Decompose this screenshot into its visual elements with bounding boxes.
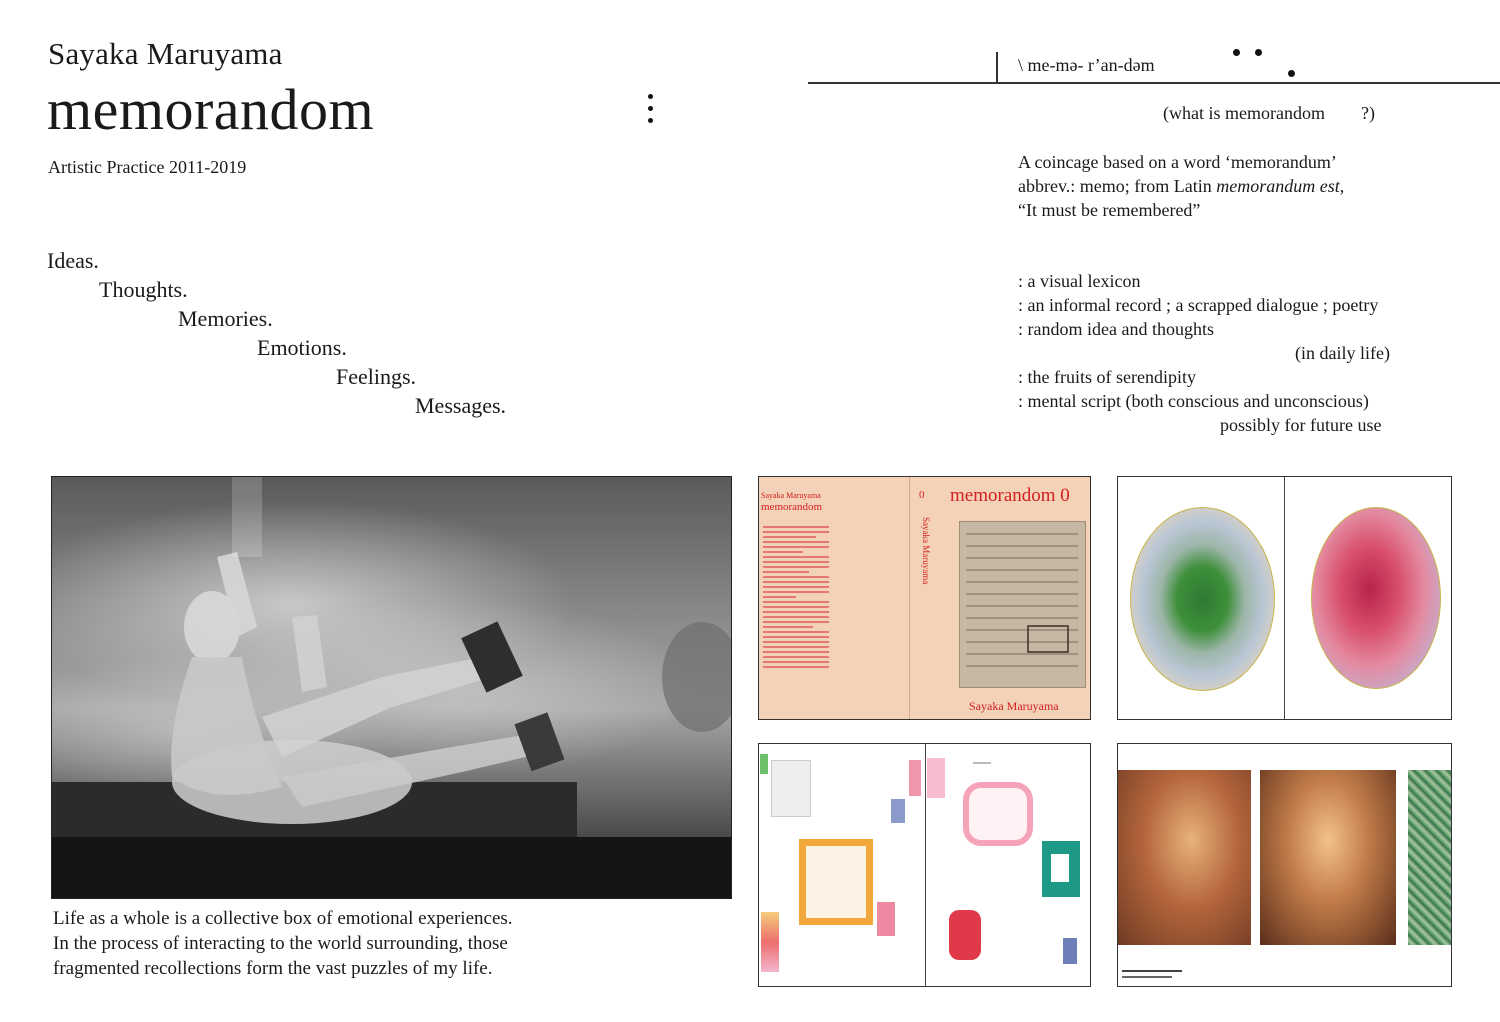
photo-pattern	[1408, 770, 1451, 945]
author-name: Sayaka Maruyama	[48, 36, 283, 71]
definition-item: : a visual lexicon	[1018, 271, 1141, 291]
vertical-dots-icon	[648, 94, 654, 130]
dot-icon	[1233, 49, 1240, 56]
dot-icon	[1255, 49, 1262, 56]
spread-prints-thumbnail	[758, 743, 1091, 987]
cascade-word-feelings: Feelings.	[336, 364, 417, 389]
book-back	[759, 477, 832, 719]
definition-intro-3: “It must be remembered”	[1018, 200, 1201, 220]
definition-item: : random idea and thoughts	[1018, 319, 1214, 339]
subtitle: Artistic Practice 2011-2019	[48, 157, 247, 177]
cover-author: Sayaka Maruyama	[969, 699, 1059, 713]
spread-ovals-thumbnail	[1117, 476, 1452, 720]
cover-image	[959, 521, 1086, 688]
page-title: memorandom	[47, 77, 375, 142]
book-cover-thumbnail	[758, 476, 1091, 720]
cascade-word-memories: Memories.	[178, 306, 273, 331]
definition-item: : the fruits of serendipity	[1018, 367, 1196, 387]
definition-daily-life: (in daily life)	[1295, 343, 1390, 363]
pronunciation: \ me-mə- r’an-dəm	[1018, 55, 1155, 75]
spread-photos-thumbnail	[1117, 743, 1452, 987]
definition-intro-2: abbrev.: memo; from Latin memorandum est,	[1018, 176, 1345, 196]
definition-question: (what is memorandom ?)	[1163, 103, 1375, 123]
definition-intro-1: A coincage based on a word ‘memorandum’	[1018, 152, 1337, 172]
cascade-word-messages: Messages.	[415, 393, 507, 418]
spine-number: 0	[919, 489, 925, 501]
header-tick	[996, 52, 998, 83]
oval-image-pink	[1311, 507, 1441, 689]
cover-title: memorandom 0	[950, 485, 1070, 506]
dot-icon	[1288, 70, 1295, 77]
spine-author: Sayaka Maruyama	[921, 517, 931, 585]
photo-figure-2	[1260, 770, 1396, 945]
back-author: Sayaka Maruyama	[761, 491, 821, 500]
header-rule	[808, 82, 1500, 84]
oval-image-green	[1130, 507, 1275, 691]
cascade-word-thoughts: Thoughts.	[99, 277, 188, 302]
cascade-word-emotions: Emotions.	[257, 335, 347, 360]
photo-caption: Life as a whole is a collective box of emotional experiences. In the process of interacting to the world surrounding, those fragmented recollections form the vast puzzles of my life.	[53, 908, 513, 979]
definition-item: : mental script (both conscious and unconscious)	[1018, 391, 1369, 411]
back-title: memorandom	[761, 501, 823, 513]
surreal-photo	[51, 476, 732, 899]
photo-figure-1	[1118, 770, 1251, 945]
definition-item: : an informal record ; a scrapped dialogue ; poetry	[1018, 295, 1379, 315]
cascade-word-ideas: Ideas.	[47, 248, 99, 273]
definition-future-use: possibly for future use	[1220, 415, 1382, 435]
